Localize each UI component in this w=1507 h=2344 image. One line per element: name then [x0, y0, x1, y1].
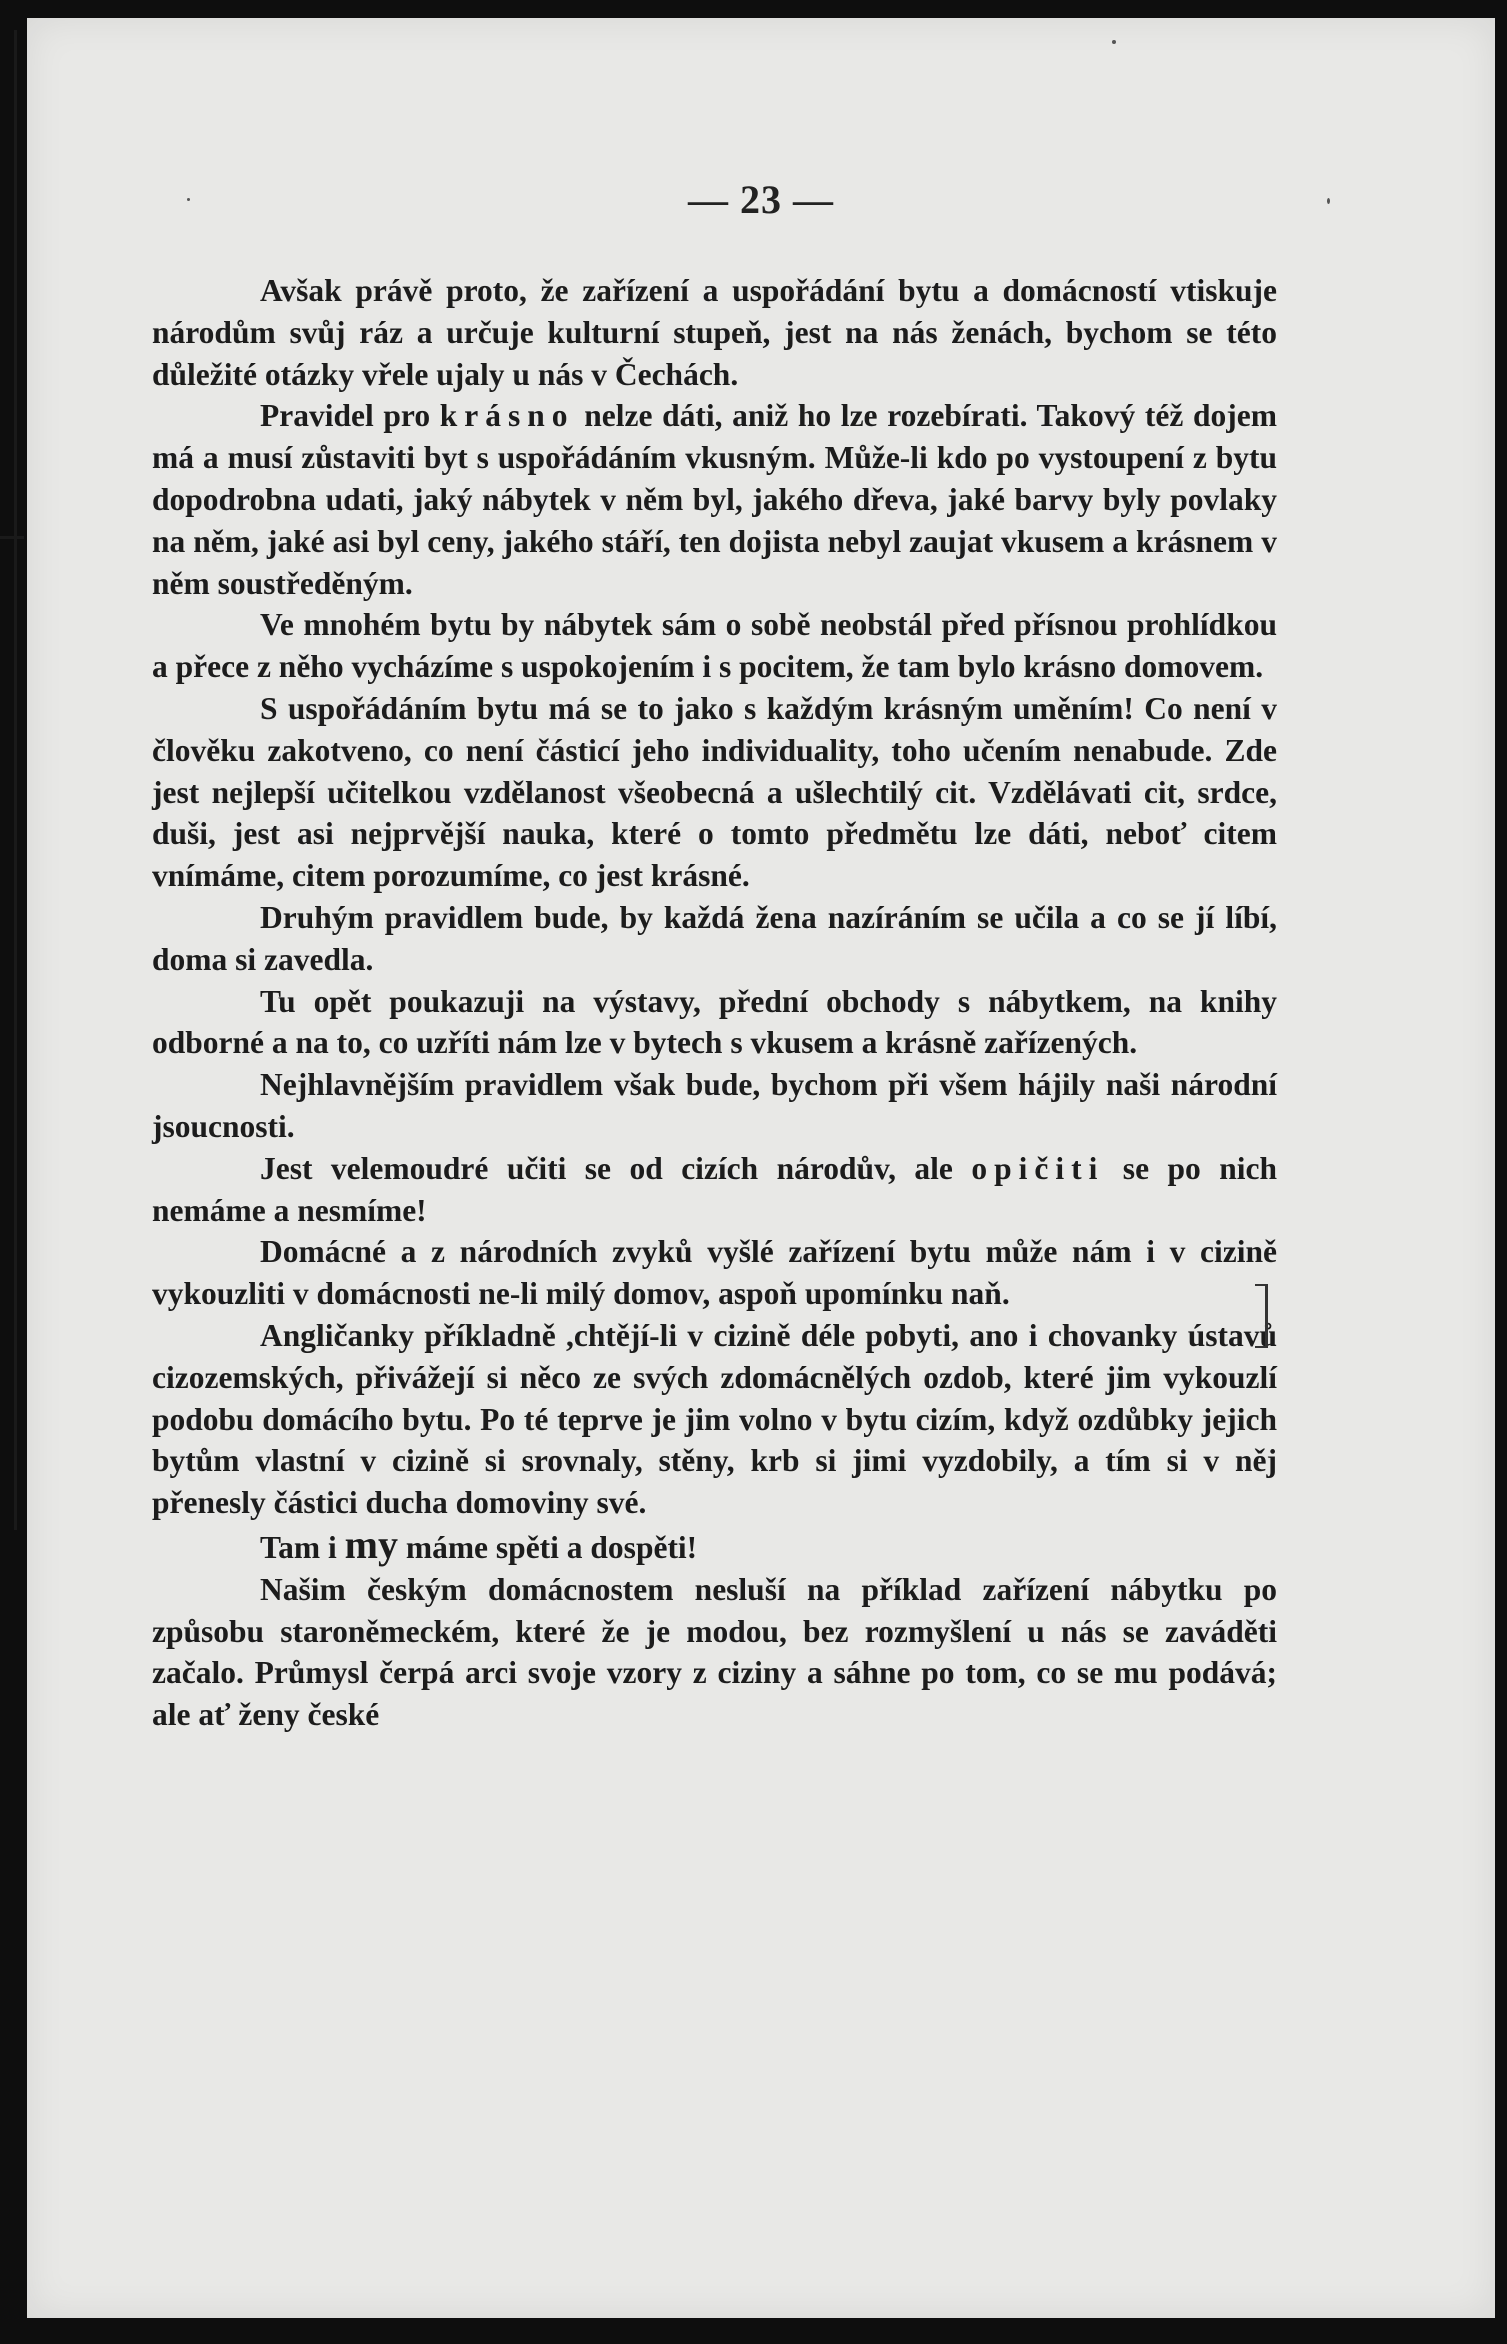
paragraph-7: Nejhlavnějším pravidlem však bude, bychom při všem hájily naši národní jsoucnosti.: [152, 1067, 1277, 1144]
book-page: [27, 18, 1495, 2318]
margin-tick-mark: [0, 536, 24, 539]
emphasis-my: my: [344, 1521, 398, 1567]
paragraph-12: Našim českým domácnostem nesluší na příklad zařízení nábytku po způsobu staroněmeckém, které že je modou, bez rozmyšlení u nás se zaváděti začalo. Průmysl čerpá arci svoje vzory z ciziny a sáhne po tom, co se mu podává; ale ať ženy české: [152, 1571, 1277, 1733]
emphasis-opiciti: opičiti: [971, 1150, 1105, 1186]
paragraph-3: Ve mnohém bytu by nábytek sám o sobě neobstál před přísnou prohlídkou a přece z něho vycházíme s uspokojením i s pocitem, že tam bylo krásno domovem.: [152, 607, 1277, 685]
binding-edge-line: [14, 30, 17, 1530]
paragraph-8: Jest velemoudré učiti se od cizích národův, ale opičiti se po nich nemáme a nesmíme!: [152, 1150, 1277, 1228]
paper-speck: [1327, 198, 1330, 204]
page-number: — 23 —: [688, 177, 834, 222]
paragraph-6: Tu opět poukazuji na výstavy, přední obchody s nábytkem, na knihy odborné a na to, co uzříti nám lze v bytech s vkusem a krásně zařízených.: [152, 983, 1277, 1061]
paragraph-11: Tam i my máme spěti a dospěti!: [260, 1521, 698, 1567]
paragraph-2: Pravidel pro krásno nelze dáti, aniž ho lze rozebírati. Takový též dojem má a musí zůstaviti byt s uspořádáním vkusným. Může-li kdo po vystoupení z bytu dopodrobna udati, jaký nábytek v něm byl, jakého dřeva, jaké barvy byly povlaky na něm, jaké asi byl ceny, jakého stáří, ten dojista nebyl zaujat vkusem a krásnem v něm soustředěným.: [152, 398, 1277, 601]
margin-bracket-mark: [1255, 1284, 1268, 1348]
body-text: [152, 270, 1277, 1736]
paragraph-5: Druhým pravidlem bude, by každá žena nazíráním se učila a co se jí líbí, doma si zavedla.: [152, 899, 1277, 977]
paper-speck: [1112, 40, 1116, 44]
emphasis-krasno: krásno: [439, 398, 575, 434]
paragraph-4: S uspořádáním bytu má se to jako s každým krásným uměním! Co není v člověku zakotveno, co není částicí jeho individuality, toho učením nenabude. Zde jest nejlepší učitelkou vzdělanost všeobecná a ušlechtilý cit. Vzdělávati cit, srdce, duši, jest asi nejprvější nauka, které o tomto předmětu lze dáti, neboť citem vnímáme, citem porozumíme, co jest krásné.: [152, 690, 1277, 894]
paragraph-1: Avšak právě proto, že zařízení a uspořádání bytu a domácností vtiskuje národům svůj ráz a určuje kulturní stupeň, jest na nás ženách, bychom se této důležité otázky vřele ujaly u nás v Čechách.: [152, 273, 1277, 392]
paper-speck: [187, 198, 190, 201]
paragraph-10: Angličanky příkladně ,chtějí-li v cizině déle pobyti, ano i chovanky ústavů cizozemských, přivážejí si něco ze svých zdomácnělých ozdob, které jim vykouzlí podobu domácího bytu. Po té teprve je jim volno v bytu cizím, když ozdůbky jejich bytům vlastní v cizině si srovnaly, stěny, krb si jimi vyzdobily, a tím si v něj přenesly částici ducha domoviny své.: [152, 1317, 1277, 1521]
paragraph-9: Domácné a z národních zvyků vyšlé zařízení bytu může nám i v cizině vykouzliti v domácnosti ne-li milý domov, aspoň upomínku naň.: [152, 1234, 1277, 1312]
